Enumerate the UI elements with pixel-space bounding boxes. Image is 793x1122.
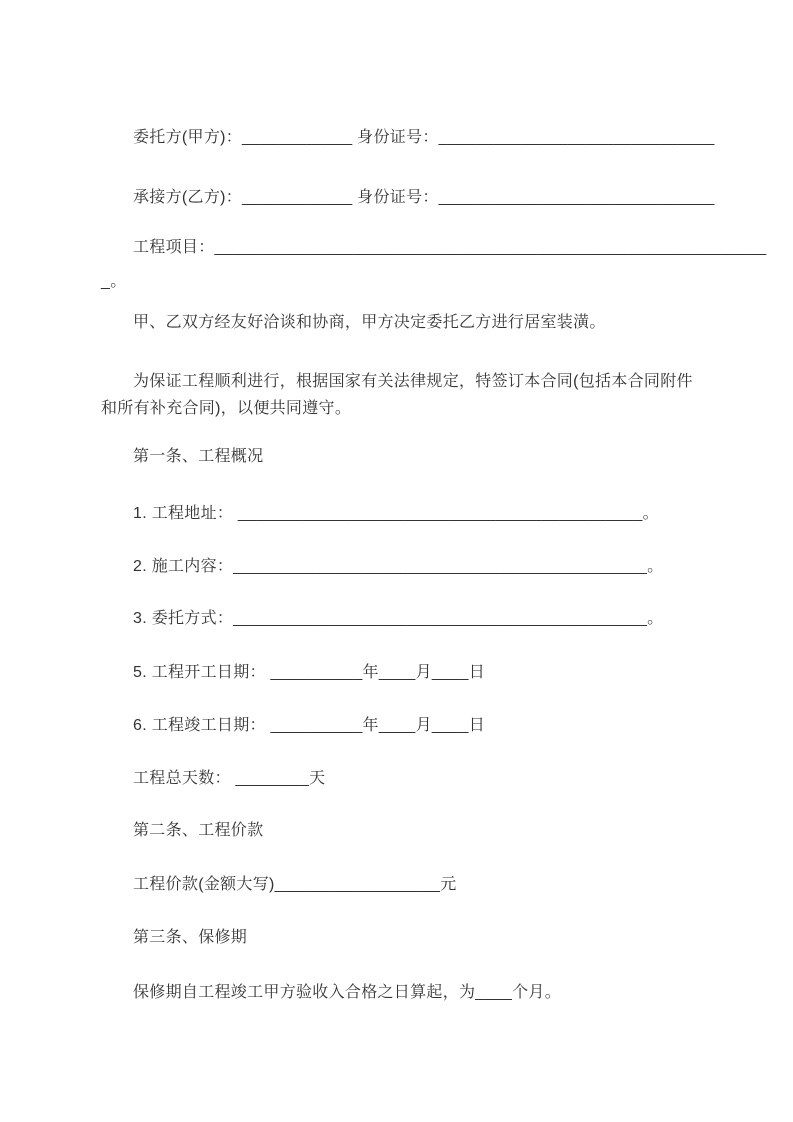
item-start-date: 5. 工程开工日期： __________年____月____日 — [133, 664, 486, 681]
article-2-heading: 第二条、工程价款 — [133, 822, 264, 839]
project-name-wrap: _。 — [101, 273, 127, 290]
warranty-paragraph: 保修期自工程竣工甲方验收入合格之日算起，为____个月。 — [133, 984, 561, 1001]
item-total-days: 工程总天数： ________天 — [133, 770, 326, 787]
purpose-paragraph-1: 为保证工程顺利进行，根据国家有关法律规定，特签订本合同(包括本合同附件 — [133, 373, 693, 390]
article-1-heading: 第一条、工程概况 — [133, 448, 264, 465]
intro-paragraph: 甲、乙双方经友好洽谈和协商，甲方决定委托乙方进行居室装潢。 — [133, 314, 606, 331]
item-project-address: 1. 工程地址： ____________________________________________。 — [133, 505, 659, 522]
item-construction: 2. 施工内容：_____________________________________________。 — [133, 558, 664, 575]
party-a-line: 委托方(甲方)：____________ 身份证号：______________________________ — [133, 129, 715, 146]
purpose-paragraph-2: 和所有补充合同)，以便共同遵守。 — [101, 400, 352, 417]
project-name-line: 工程项目：____________________________________________________________ — [133, 239, 767, 256]
item-completion-date: 6. 工程竣工日期： __________年____月____日 — [133, 717, 486, 734]
article-3-heading: 第三条、保修期 — [133, 929, 248, 946]
party-b-line: 承接方(乙方)：____________ 身份证号：______________________________ — [133, 189, 715, 206]
item-entrust-method: 3. 委托方式：_____________________________________________。 — [133, 610, 664, 627]
item-project-price: 工程价款(金额大写)__________________元 — [133, 876, 457, 893]
